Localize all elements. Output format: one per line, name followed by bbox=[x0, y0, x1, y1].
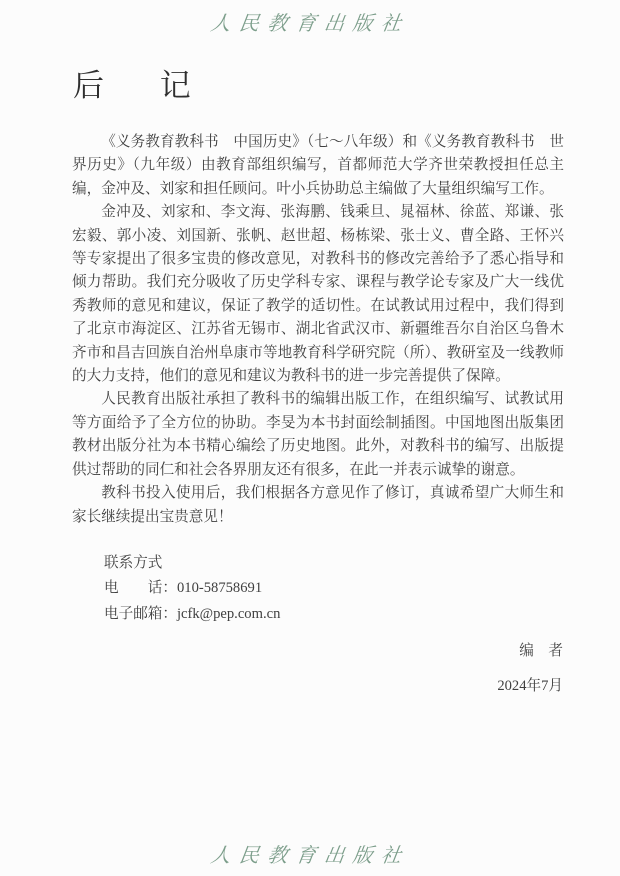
publisher-logo-text-bottom: 人民教育出版社 bbox=[208, 845, 411, 867]
page-title: 后 记 bbox=[73, 68, 204, 103]
publisher-logo-text: 人民教育出版社 bbox=[208, 13, 411, 35]
paragraph-3: 人民教育出版社承担了教科书的编辑出版工作，在组织编写、试教试用等方面给予了全方位的协助。李旻为本书封面绘制插图。中国地图出版集团教材出版分社为本书精心编绘了历史地图。此外，对教科书的编写、出版提供过帮助的同仁和社会各界朋友还有很多，在此一并表示诚挚的谢意。 bbox=[72, 391, 564, 478]
paragraph-2: 金冲及、刘家和、李文海、张海鹏、钱乘旦、晁福林、徐蓝、郑谦、张宏毅、郭小凌、刘国新、张帆、赵世超、杨栋梁、张士义、曹全路、王怀兴等专家提出了很多宝贵的修改意见，对教科书的修改完善给予了悉心指导和倾力帮助。我们充分吸收了历史学科专家、课程与教学论专家及广大一线优秀教师的意见和建议，保证了教学的适切性。在试教试用过程中，我们得到了北京市海淀区、江苏省无锡市、湖北省武汉市、新疆维吾尔自治区乌鲁木齐市和昌吉回族自治州阜康市等地教育科学研究院（所）、教研室及一线教师的大力支持，他们的意见和建议为教科书的进一步完善提供了保障。 bbox=[72, 204, 564, 385]
email-line bbox=[104, 602, 280, 627]
afterword-body bbox=[72, 131, 564, 529]
email-address: jcfk@pep.com.cn bbox=[176, 605, 281, 622]
phone-label: 电 话： bbox=[104, 580, 177, 597]
signature-block bbox=[497, 639, 563, 695]
signature-date: 2024年7月 bbox=[497, 678, 563, 694]
signature-author: 编 者 bbox=[519, 643, 563, 659]
email-label: 电子邮箱： bbox=[104, 605, 177, 622]
paragraph-1: 《义务教育教科书 中国历史》（七～八年级）和《义务教育教科书 世界历史》（九年级）由教育部组织编写，首都师范大学齐世荣教授担任总主编，金冲及、刘家和担任顾问。叶小兵协助总主编做了大量组织编写工作。 bbox=[72, 134, 564, 197]
publisher-logo-bottom bbox=[0, 839, 620, 868]
contact-heading: 联系方式 bbox=[104, 555, 163, 571]
publisher-logo-top bbox=[0, 7, 620, 36]
contact-block bbox=[104, 551, 280, 627]
phone-number: 010-58758691 bbox=[176, 580, 263, 597]
phone-line bbox=[104, 576, 280, 601]
paragraph-4: 教科书投入使用后，我们根据各方意见作了修订，真诚希望广大师生和家长继续提出宝贵意见！ bbox=[72, 485, 564, 525]
